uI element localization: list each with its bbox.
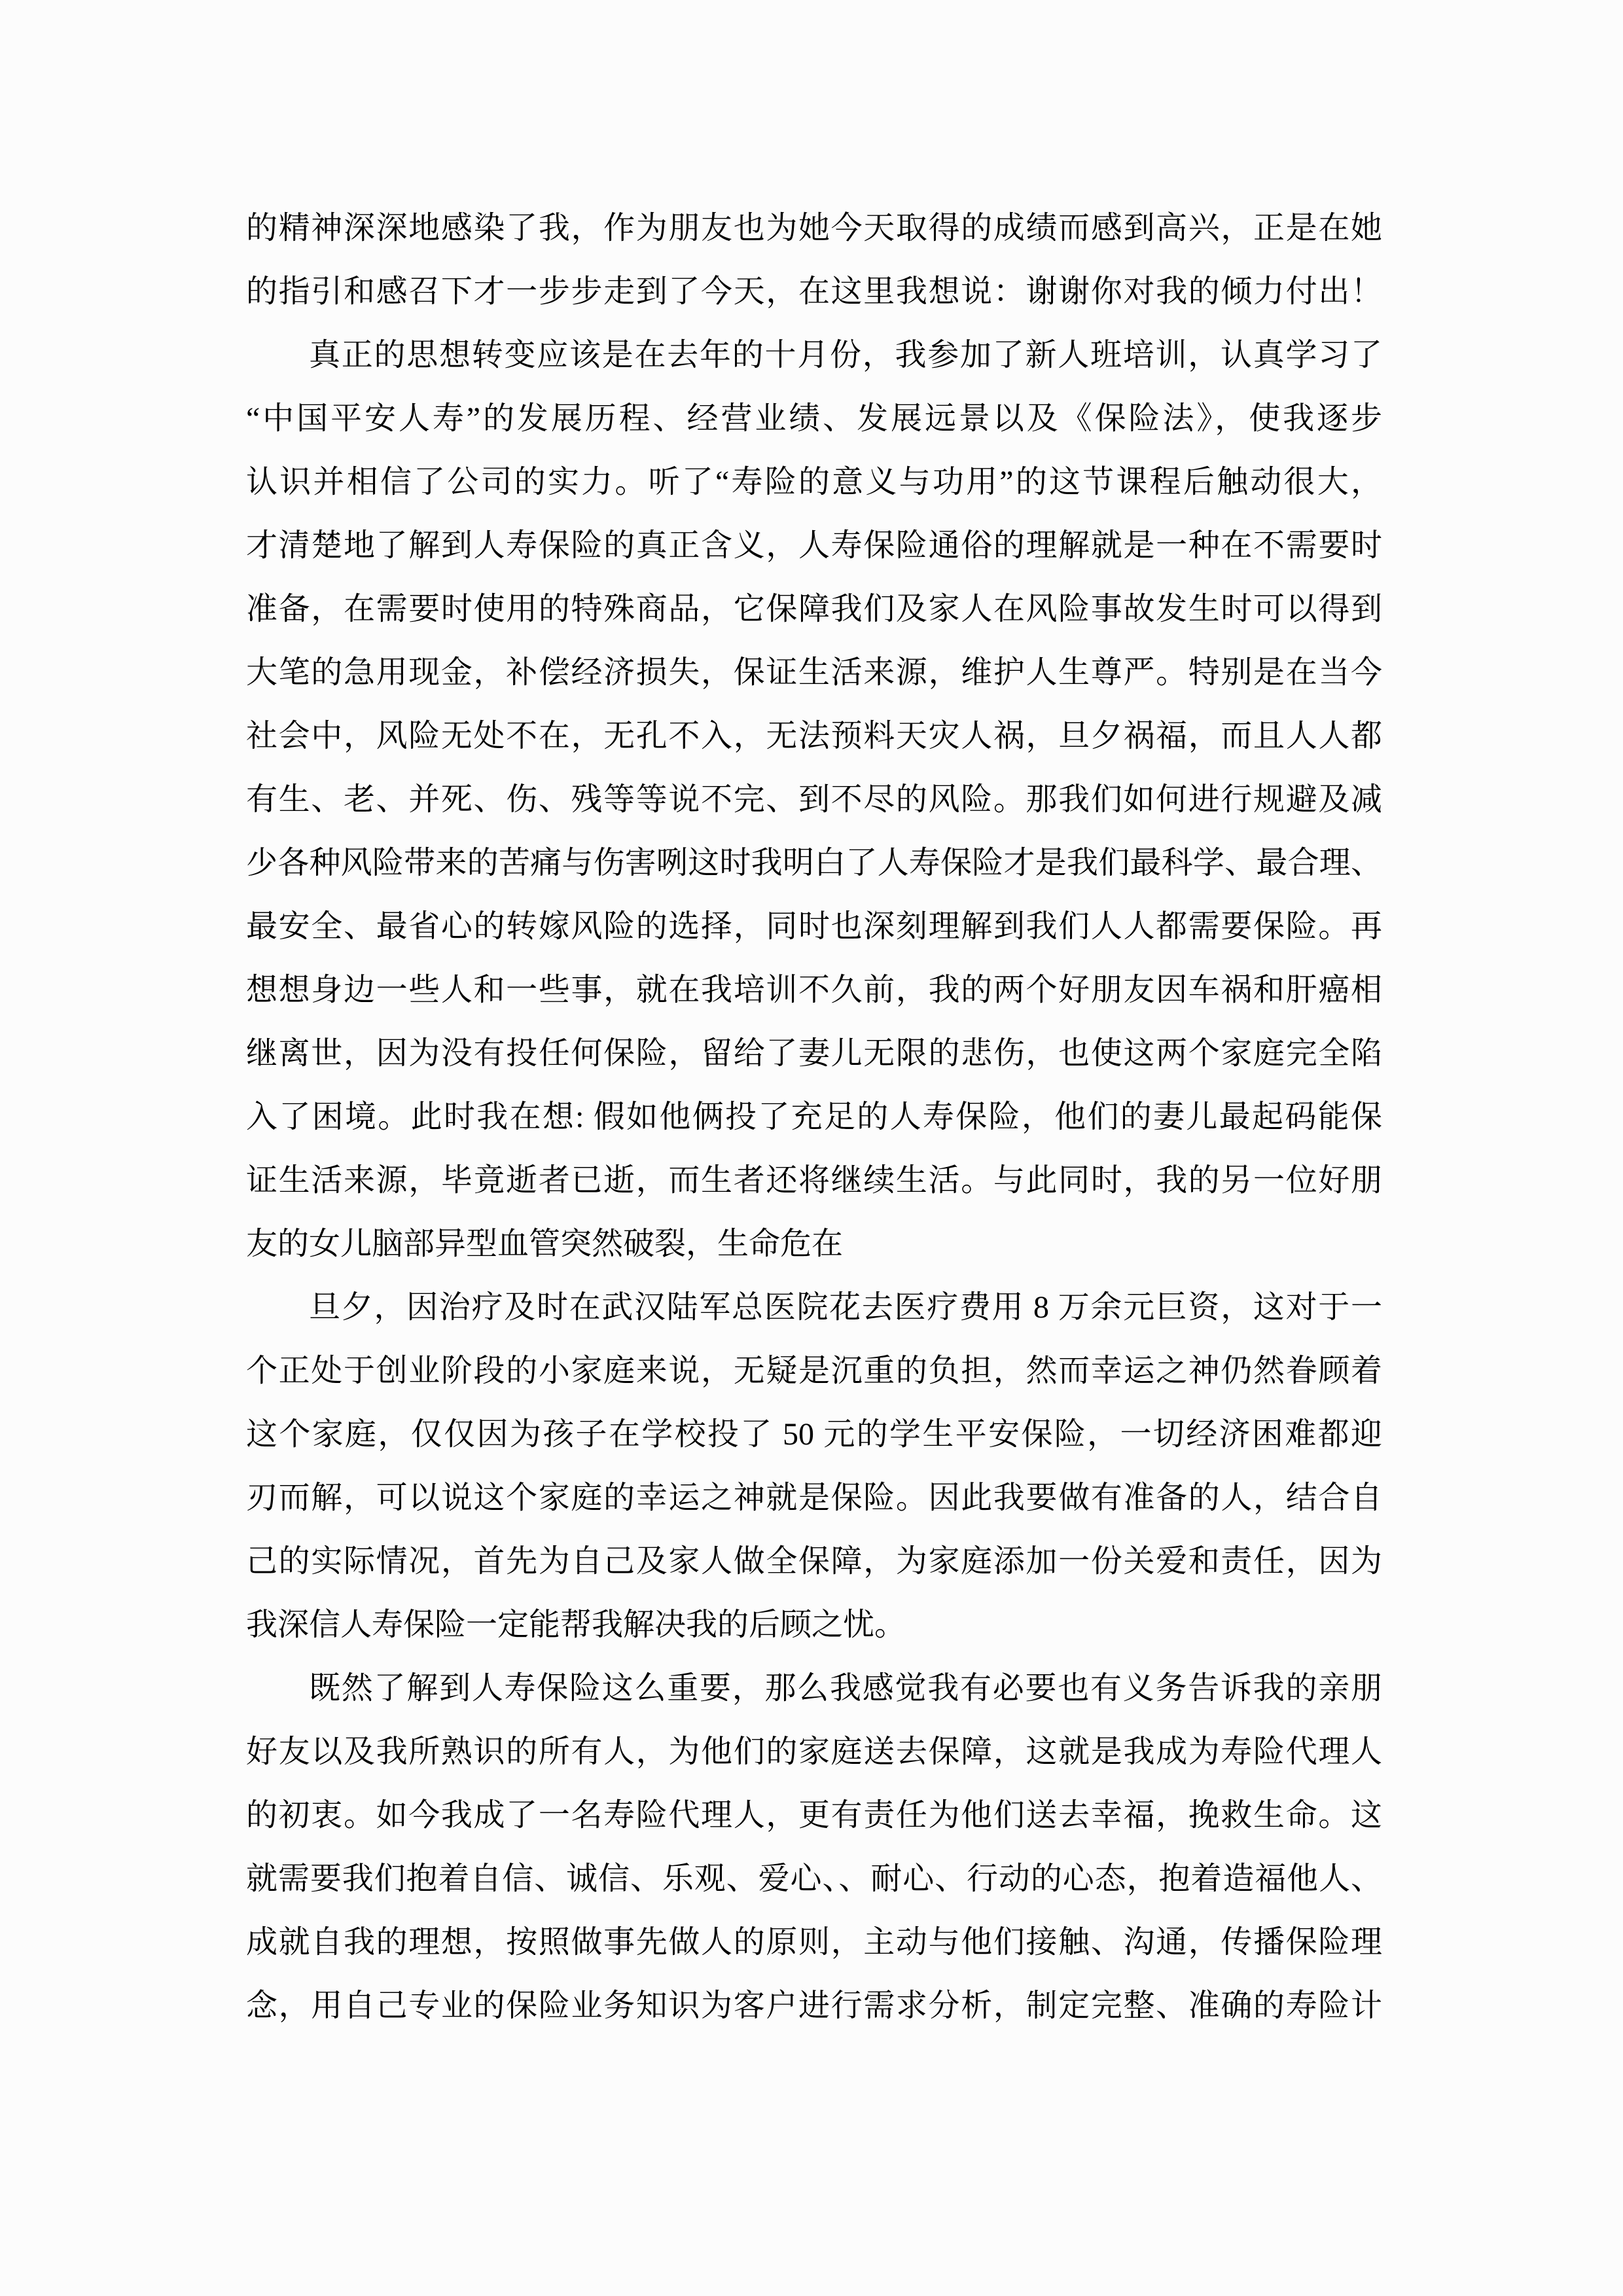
text-line: 社会中，风险无处不在，无孔不入，无法预料天灾人祸，旦夕祸福，而且人人都 — [246, 719, 1382, 753]
text-line: 入了困境。此时我在想: 假如他俩投了充足的人寿保险，他们的妻儿最起码能保 — [246, 1100, 1382, 1134]
text-line: 刃而解，可以说这个家庭的幸运之神就是保险。因此我要做有准备的人，结合自 — [246, 1480, 1382, 1515]
text-line: 的初衷。如今我成了一名寿险代理人，更有责任为他们送去幸福，挽救生命。这 — [246, 1798, 1382, 1833]
text-line: 的指引和感召下才一步步走到了今天，在这里我想说：谢谢你对我的倾力付出！ — [246, 274, 1382, 309]
text-line: 念，用自己专业的保险业务知识为客户进行需求分析，制定完整、准确的寿险计 — [246, 1988, 1382, 2023]
text-line: 最安全、最省心的转嫁风险的选择，同时也深刻理解到我们人人都需要保险。再 — [246, 909, 1382, 944]
text-line: 证生活来源，毕竟逝者已逝，而生者还将继续生活。与此同时，我的另一位好朋 — [246, 1163, 1382, 1198]
document-text-block — [246, 196, 1382, 2037]
text-line: 认识并相信了公司的实力。听了“寿险的意义与功用”的这节课程后触动很大， — [246, 465, 1382, 499]
text-line: 这个家庭，仅仅因为孩子在学校投了 50 元的学生平安保险，一切经济困难都迎 — [246, 1417, 1382, 1452]
text-line: 既然了解到人寿保险这么重要，那么我感觉我有必要也有义务告诉我的亲朋 — [309, 1671, 1382, 1706]
text-line: 想想身边一些人和一些事，就在我培训不久前，我的两个好朋友因车祸和肝癌相 — [246, 973, 1382, 1007]
text-line: 准备，在需要时使用的特殊商品，它保障我们及家人在风险事故发生时可以得到 — [246, 592, 1382, 626]
text-line: 大笔的急用现金，补偿经济损失，保证生活来源，维护人生尊严。特别是在当今 — [246, 655, 1382, 690]
text-line: 真正的思想转变应该是在去年的十月份，我参加了新人班培训，认真学习了 — [309, 338, 1382, 372]
text-line: “中国平安人寿”的发展历程、经营业绩、发展远景以及《保险法》，使我逐步 — [246, 401, 1382, 436]
text-line: 好友以及我所熟识的所有人，为他们的家庭送去保障，这就是我成为寿险代理人 — [246, 1734, 1382, 1769]
text-line: 的精神深深地感染了我，作为朋友也为她今天取得的成绩而感到高兴，正是在她 — [246, 211, 1382, 245]
text-line: 成就自我的理想，按照做事先做人的原则，主动与他们接触、沟通，传播保险理 — [246, 1925, 1382, 1960]
text-line: 有生、老、并死、伤、残等等说不完、到不尽的风险。那我们如何进行规避及减 — [246, 782, 1382, 817]
text-line: 我深信人寿保险一定能帮我解决我的后顾之忧。 — [246, 1607, 906, 1642]
text-line: 少各种风险带来的苦痛与伤害咧这时我明白了人寿保险才是我们最科学、最合理、 — [246, 846, 1382, 880]
text-line: 继离世，因为没有投任何保险，留给了妻儿无限的悲伤，也使这两个家庭完全陷 — [246, 1036, 1382, 1071]
text-line: 个正处于创业阶段的小家庭来说，无疑是沉重的负担，然而幸运之神仍然眷顾着 — [246, 1354, 1382, 1388]
text-line: 就需要我们抱着自信、诚信、乐观、爱心、、耐心、行动的心态，抱着造福他人、 — [246, 1861, 1382, 1896]
text-line: 才清楚地了解到人寿保险的真正含义，人寿保险通俗的理解就是一种在不需要时 — [246, 528, 1382, 563]
text-line: 己的实际情况，首先为自己及家人做全保障，为家庭添加一份关爱和责任，因为 — [246, 1544, 1382, 1579]
text-line: 旦夕，因治疗及时在武汉陆军总医院花去医疗费用 8 万余元巨资，这对于一 — [309, 1290, 1382, 1325]
text-line: 友的女儿脑部异型血管突然破裂，生命危在 — [246, 1227, 844, 1261]
